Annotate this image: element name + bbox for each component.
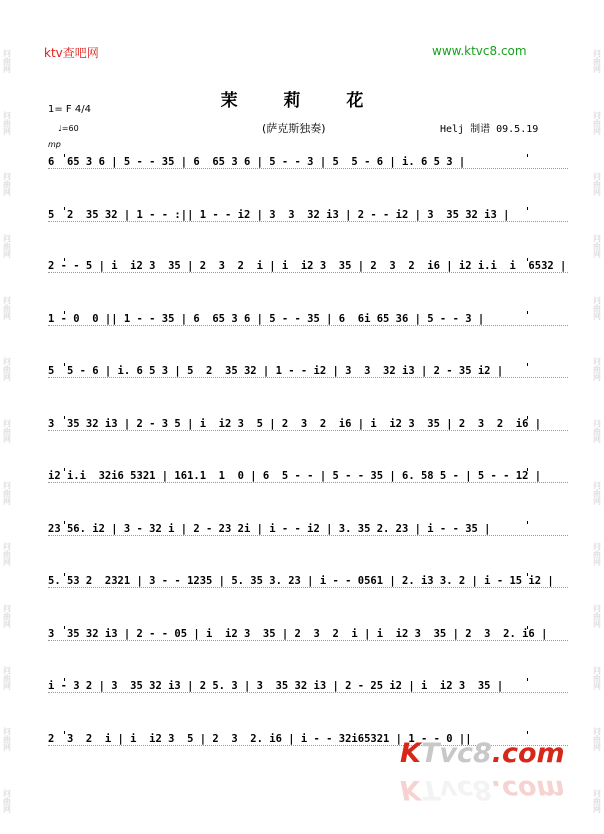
watermark-text: 问曲网 — [3, 603, 11, 629]
score-line-7: i2 i.i 32i6 5321 | 161.1 1 0 | 6 5 - - | 5 - - 35 | 6. 58 5 - | 5 - - 12 | — [48, 468, 568, 484]
watermark-text: 问曲网 — [3, 480, 11, 506]
tempo-marking: ♩=60 — [58, 124, 79, 133]
score-line-9: 5. 53 2 2321 | 3 - - 1235 | 5. 35 3. 23 | i - - 0561 | 2. i3 3. 2 | i - 15 i2 | — [48, 573, 568, 589]
score-line-6: 3 35 32 i3 | 2 - 3 5 | i i2 3 5 | 2 3 2 i6 | i i2 3 35 | 2 3 2 i6 | — [48, 416, 568, 432]
logo-part-k: K — [400, 774, 421, 805]
watermark-text: 问曲网 — [593, 357, 601, 383]
logo-part-k: K — [400, 738, 421, 769]
site-name-left: ktv查吧网 — [44, 46, 99, 60]
score-line-12: 2 3 2 i | i i2 3 5 | 2 3 2. i6 | i - - 32i65321 | 1 - - 0 || — [48, 731, 568, 747]
watermark-text: 问曲网 — [593, 480, 601, 506]
watermark-text: 问曲网 — [593, 788, 601, 814]
score-author: Helj 制谱 09.5.19 — [440, 124, 539, 135]
watermark-text: 问曲网 — [593, 542, 601, 568]
watermark-text: 问曲网 — [3, 542, 11, 568]
score-line-10: 3 35 32 i3 | 2 - - 05 | i i2 3 35 | 2 3 2 i | i i2 3 35 | 2 3 2. i6 | — [48, 626, 568, 642]
site-url-right: www.ktvc8.com — [432, 44, 527, 58]
watermark-text: 问曲网 — [3, 357, 11, 383]
dynamic-marking: mp — [48, 140, 61, 149]
logo-part-com: .com — [491, 774, 565, 805]
score-line-2: 5 2 35 32 | 1 - - :|| 1 - - i2 | 3 3 32 i3 | 2 - - i2 | 3 35 32 i3 | — [48, 207, 568, 223]
watermark-left — [2, 50, 12, 814]
watermark-right — [592, 50, 602, 814]
song-title: 茉 莉 花 — [220, 91, 384, 111]
ktvc8-logo — [400, 738, 565, 769]
watermark-text: 问曲网 — [3, 295, 11, 321]
score-line-8: 23 56. i2 | 3 - 32 i | 2 - 23 2i | i - - i2 | 3. 35 2. 23 | i - - 35 | — [48, 521, 568, 537]
watermark-text: 问曲网 — [593, 49, 601, 74]
score-line-1: 6 65 3 6 | 5 - - 35 | 6 65 3 6 | 5 - - 3 | 5 5 - 6 | i. 6 5 3 | — [48, 154, 568, 170]
score-line-4: 1 - 0 0 || 1 - - 35 | 6 65 3 6 | 5 - - 35 | 6 6i 65 36 | 5 - - 3 | — [48, 311, 568, 327]
watermark-text: 问曲网 — [3, 727, 11, 753]
watermark-text: 问曲网 — [593, 418, 601, 444]
watermark-text: 问曲网 — [3, 788, 11, 814]
key-signature: 1= F 4/4 — [48, 104, 91, 115]
watermark-text: 问曲网 — [3, 665, 11, 691]
watermark-text: 问曲网 — [593, 172, 601, 198]
watermark-text: 问曲网 — [593, 603, 601, 629]
logo-part-tvc8: Tvc8 — [420, 738, 492, 769]
watermark-text: 问曲网 — [3, 49, 11, 74]
score-line-11: i - 3 2 | 3 35 32 i3 | 2 5. 3 | 3 35 32 i3 | 2 - 25 i2 | i i2 3 35 | — [48, 678, 568, 694]
watermark-text: 问曲网 — [3, 172, 11, 198]
score-line-5: 5 5 - 6 | i. 6 5 3 | 5 2 35 32 | 1 - - i2 | 3 3 32 i3 | 2 - 35 i2 | — [48, 363, 568, 379]
song-subtitle: (萨克斯独奏) — [262, 122, 326, 135]
watermark-text: 问曲网 — [593, 727, 601, 753]
watermark-text: 问曲网 — [593, 233, 601, 259]
logo-part-tvc8: Tvc8 — [420, 774, 492, 805]
ktvc8-logo-reflection — [400, 774, 565, 805]
logo-part-com: .com — [491, 738, 565, 769]
watermark-text: 问曲网 — [593, 295, 601, 321]
watermark-text: 问曲网 — [593, 110, 601, 136]
watermark-text: 问曲网 — [3, 110, 11, 136]
watermark-text: 问曲网 — [3, 233, 11, 259]
watermark-text: 问曲网 — [3, 418, 11, 444]
score-line-3: 2 - - 5 | i i2 3 35 | 2 3 2 i | i i2 3 35 | 2 3 2 i6 | i2 i.i i 6532 | — [48, 260, 567, 272]
watermark-text: 问曲网 — [593, 665, 601, 691]
